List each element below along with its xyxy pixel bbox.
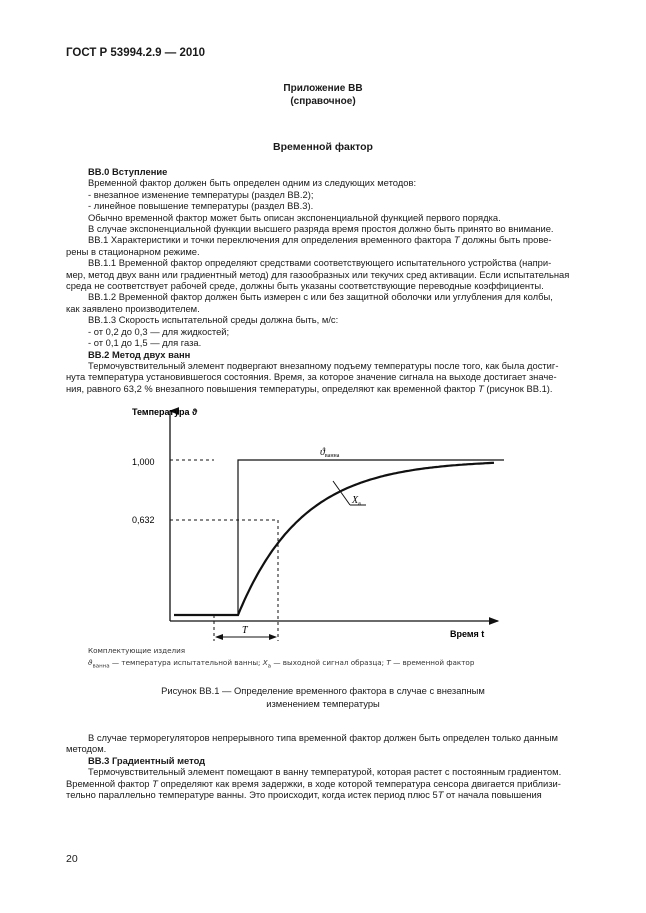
section-title: Временной фактор [273, 141, 373, 153]
bb3-line3: тельно параллельно температуре ванны. Это происходит, когда истек период плюс 5T от начала повышения [66, 789, 542, 801]
bb13-li2: - от 0,1 до 1,5 — для газа. [88, 337, 202, 349]
annex-title: Приложение ВВ [283, 83, 363, 94]
bb12-line2: как заявлено производителем. [66, 302, 200, 314]
bb2-line2: нута температура установившегося состояния. Время, за которое значение сигнала на выходе достигает значе- [66, 371, 557, 383]
after-line2: методом. [66, 743, 107, 755]
bb1-line2: рены в стационарном режиме. [66, 245, 200, 257]
bb1-line1: ВВ.1 Характеристики и точки переключения для определения временного фактора T должны быть прове- [88, 234, 552, 246]
signal-label: $X_а$ [352, 495, 361, 507]
section-after-figure [66, 732, 590, 801]
y-tick-1000: 1,000 [132, 457, 155, 467]
bb0-p1: Временной фактор должен быть определен одним из следующих методов: [88, 177, 417, 189]
bb12-line1: ВВ.1.2 Временной фактор должен быть измерен с или без защитной оболочки или углубления для колбы, [88, 291, 553, 303]
standard-header: ГОСТ Р 53994.2.9 — 2010 [66, 47, 206, 59]
T-interval-label: T [242, 625, 248, 636]
bb11-line2: мер, метод двух ванн или градиентный метод) для газообразных или текучих сред активации. Если испытательная [66, 268, 570, 280]
bath-temperature-line [174, 460, 504, 615]
legend-title: Комплектующие изделия [88, 646, 186, 655]
bb2-line1: Термочувствительный элемент подвергают внезапному подъему температуры после того, как была достиг- [88, 359, 559, 371]
bb3-heading: ВВ.3 Градиентный метод [88, 754, 206, 766]
x-axis-label: Время t [450, 629, 485, 639]
bb3-line2: Временной фактор T определяют как время задержки, в ходе которой температура сенсора двигается приблизи- [66, 777, 561, 789]
legend-line: $ϑ_{ванна}$ — температура испытательной ванны; $X_а$ — выходной сигнал образца; T — временной фактор [88, 658, 475, 670]
bb13: ВВ.1.3 Скорость испытательной среды должна быть, м/с: [88, 314, 339, 326]
bb0-li2: - линейное повышение температуры (раздел ВВ.3). [88, 200, 314, 212]
page-number: 20 [66, 853, 78, 865]
bb11-line1: ВВ.1.1 Временной фактор определяют средствами соответствующего испытательного устройства (напри- [88, 257, 552, 269]
bb13-li1: - от 0,2 до 0,3 — для жидкостей; [88, 325, 230, 337]
bb0-p2: Обычно временной фактор может быть описан экспоненциальной функцией первого порядка. [88, 211, 501, 223]
bb0-p3: В случае экспоненциальной функции высшего разряда время простоя должно быть принято во внимание. [88, 223, 554, 235]
bb2-line3: ния, равного 63,2 % внезапного повышения температуры, определяют как временной фактор T (рисунок ВВ.1). [66, 382, 553, 394]
bb0-heading: ВВ.0 Вступление [88, 166, 168, 177]
section-bb0 [66, 166, 590, 394]
signal-curve [174, 463, 494, 615]
bb11-line3: среда не соответствует рабочей среде, должны быть указаны соответствующие переводные коэффициенты. [66, 280, 544, 292]
annex-subtitle: (справочное) [290, 96, 356, 107]
time-factor-chart [130, 405, 510, 645]
bb0-li1: - внезапное изменение температуры (раздел ВВ.2); [88, 188, 314, 200]
after-line1: В случае терморегуляторов непрерывного типа временной фактор должен быть определен только данным [88, 732, 558, 743]
figure-caption-line2: изменением температуры [266, 698, 380, 709]
bb3-line1: Термочувствительный элемент помещают в ванну температурой, которая растет с постоянным градиентом. [88, 766, 562, 778]
bb2-heading: ВВ.2 Метод двух ванн [88, 348, 191, 360]
y-tick-0632: 0,632 [132, 515, 155, 525]
figure-caption-line1: Рисунок ВВ.1 — Определение временного фактора в случае с внезапным [161, 685, 485, 696]
y-axis-label: Температура ϑ [132, 407, 198, 417]
bath-label: $ϑ_{ванна}$ [320, 447, 340, 459]
